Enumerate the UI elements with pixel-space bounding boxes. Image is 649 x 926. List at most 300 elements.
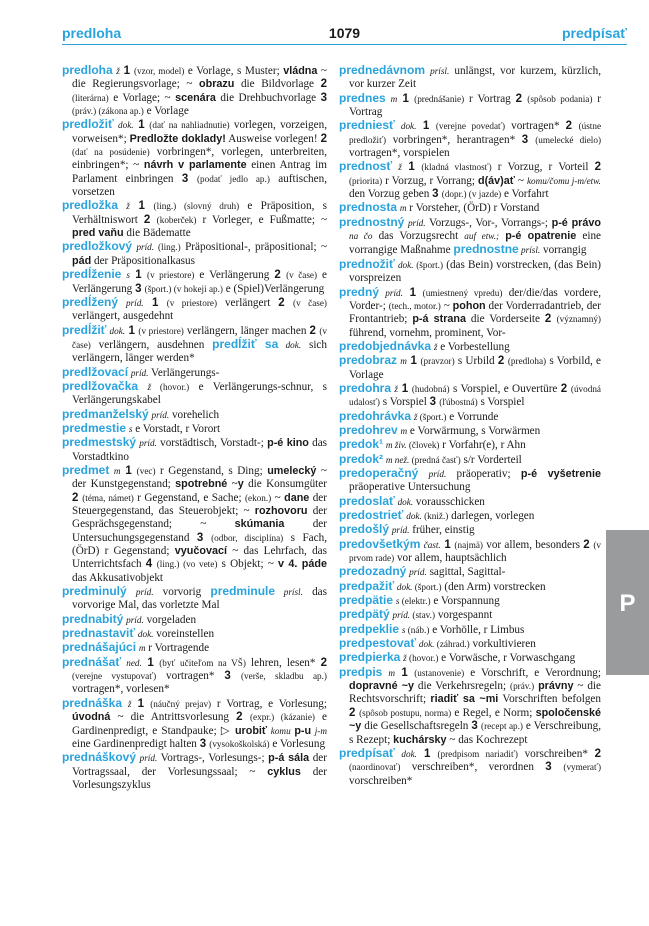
grammar-label: m bbox=[138, 643, 146, 654]
dictionary-entry bbox=[62, 654, 327, 697]
phrase: urobiť bbox=[234, 724, 268, 737]
entry-headword: predmanželský bbox=[62, 406, 149, 421]
sense-number: 2 bbox=[560, 382, 571, 395]
translation: das Vorstadtkino bbox=[72, 437, 328, 463]
usage-note: (ling.) bbox=[154, 242, 181, 253]
sense-number: 3 bbox=[320, 91, 328, 104]
dictionary-entry bbox=[339, 214, 602, 258]
grammar-label: ned. bbox=[126, 657, 142, 668]
dictionary-entry bbox=[339, 508, 601, 523]
thumb-index-tab bbox=[606, 530, 649, 675]
entry-headword: predpeklie bbox=[339, 621, 400, 636]
usage-note: (predpisom nariadiť) bbox=[437, 748, 518, 759]
sense-number: 1 bbox=[120, 464, 137, 477]
right-guide-word: predpísať bbox=[561, 25, 627, 41]
phrase: kuchársky bbox=[393, 733, 447, 746]
sense-number: 3 bbox=[135, 282, 145, 295]
grammar-label: príd. bbox=[125, 297, 144, 308]
dictionary-entry bbox=[62, 406, 327, 422]
sense-number: 1 bbox=[129, 269, 148, 282]
phrase: návrh v parlamente bbox=[143, 159, 247, 172]
entry-headword: predložka bbox=[62, 198, 119, 213]
usage-note: (práv.) (zákona ap.) bbox=[72, 106, 144, 117]
entry-headword: predohra bbox=[339, 380, 392, 395]
translation: e Vorlage, s Muster; bbox=[184, 65, 284, 77]
dictionary-entry bbox=[339, 493, 601, 509]
entry-headword: predohrev bbox=[339, 422, 398, 437]
entry-headword: prednastaviť bbox=[62, 626, 136, 641]
translation: r Vortrag bbox=[464, 92, 516, 105]
translation: eine vorrangige Maßnahme bbox=[349, 230, 602, 257]
sense-number: 2 bbox=[583, 538, 594, 551]
usage-note: (elektr.) bbox=[399, 596, 431, 607]
phrase: dopravné ~y bbox=[349, 680, 415, 693]
sense-number: 2 bbox=[320, 656, 327, 669]
grammar-label: auf etw.; bbox=[464, 231, 500, 242]
translation: vorausschicken bbox=[413, 495, 485, 508]
entry-headword: predlžovací bbox=[62, 364, 129, 379]
translation: ~ bbox=[271, 491, 285, 504]
usage-note: (tech., motor.) bbox=[388, 300, 441, 311]
usage-note: (kladná vlastnosť) bbox=[421, 162, 492, 173]
translation: vortragen* bbox=[505, 120, 566, 133]
dictionary-entry bbox=[339, 118, 602, 160]
phrase: právny bbox=[538, 680, 574, 693]
translation: eine Gardinenpredigt halten bbox=[72, 737, 200, 750]
usage-note: (náb.) bbox=[405, 624, 430, 635]
sense-number: 3 bbox=[429, 396, 440, 409]
grammar-label: m bbox=[390, 93, 398, 104]
usage-note: (ekon.) bbox=[244, 492, 272, 503]
phrase: pád bbox=[72, 254, 92, 267]
dictionary-entry bbox=[339, 380, 602, 410]
entry-headword: predĺženie bbox=[62, 267, 122, 282]
entry-headword: predložiť bbox=[62, 117, 114, 132]
right-column bbox=[339, 64, 601, 788]
usage-note: (hudobná) bbox=[411, 383, 450, 394]
grammar-label: príd. bbox=[409, 567, 427, 578]
dictionary-entry bbox=[339, 745, 601, 788]
grammar-label: s bbox=[126, 270, 130, 281]
usage-note: (ling.) (slovný druh) bbox=[153, 201, 240, 212]
usage-note: (šport.) bbox=[417, 411, 447, 422]
dictionary-entry bbox=[62, 294, 327, 324]
grammar-label: m bbox=[113, 465, 121, 476]
translation: die Konsumgüter bbox=[243, 478, 327, 491]
usage-note: (v čase) bbox=[293, 297, 327, 308]
phrase: p-é kino bbox=[267, 437, 309, 450]
entry-headword: predpätie bbox=[339, 593, 394, 608]
grammar-label: príd. bbox=[139, 753, 158, 764]
usage-note: (v čase) bbox=[286, 270, 318, 281]
sense-number: 2 bbox=[236, 711, 250, 724]
grammar-label: ž bbox=[413, 411, 418, 422]
phrase: p-é právo bbox=[551, 216, 601, 229]
dictionary-entry bbox=[62, 378, 328, 408]
translation: r Vorsteher, (ÖrD) r Vorstand bbox=[406, 202, 540, 215]
translation: voreinstellen bbox=[153, 628, 215, 641]
sense-number: 3 bbox=[199, 737, 210, 750]
sense-number: 1 bbox=[143, 296, 167, 309]
translation: e Vorwäsche, r Vorwaschgang bbox=[438, 652, 576, 665]
grammar-label: ž bbox=[394, 383, 398, 394]
translation: vorkultivieren bbox=[469, 638, 536, 651]
entry-headword: predloha bbox=[62, 63, 113, 77]
dictionary-entry bbox=[339, 408, 601, 424]
phrase: riadiť sa ~mi bbox=[430, 693, 499, 706]
entry-headword: predozadný bbox=[339, 564, 407, 579]
sense-number: 1 bbox=[397, 382, 412, 395]
translation: ~ die Antrittsvorlesung bbox=[110, 711, 237, 724]
grammar-label: ž bbox=[127, 698, 132, 709]
translation: die Verkehrsregeln; bbox=[414, 680, 511, 693]
usage-note: (šport.) bbox=[412, 581, 442, 592]
translation: ~ bbox=[514, 174, 527, 187]
dictionary-entry bbox=[62, 117, 328, 199]
entry-headword: predohrávka bbox=[339, 408, 412, 423]
sense-number: 2 bbox=[278, 296, 294, 309]
grammar-label: prísl. bbox=[518, 245, 541, 256]
translation: r Gegenstand, s Ding; bbox=[155, 464, 268, 477]
header-rule bbox=[62, 44, 627, 45]
translation: e Vorschrift, e Verordnung; bbox=[464, 666, 601, 679]
translation: r Vorzug, r Vorteil bbox=[491, 161, 595, 174]
usage-note: (dopr.) (v jazde) bbox=[441, 189, 502, 200]
dictionary-entry bbox=[62, 239, 327, 268]
entry-headword: prednedávnom bbox=[339, 63, 426, 77]
translation: e Vorlage bbox=[143, 105, 189, 118]
phrase: Predložte doklady! bbox=[129, 132, 226, 145]
grammar-label: príd. bbox=[151, 409, 170, 420]
subentry-headword: prednostne bbox=[453, 242, 519, 257]
thumb-index-letter: P bbox=[619, 590, 636, 617]
phrase: p-é vyšetrenie bbox=[520, 467, 601, 480]
translation: e Regel, e Norm; bbox=[451, 706, 536, 719]
sense-number: 1 bbox=[125, 324, 139, 337]
translation: e Vorstadt, r Vorort bbox=[132, 422, 221, 435]
entry-headword: prednabitý bbox=[62, 611, 124, 626]
entry-headword: prednášať bbox=[62, 654, 122, 669]
usage-note: (najmä) bbox=[454, 539, 483, 550]
dictionary-entry bbox=[339, 256, 601, 286]
phrase: obrazu bbox=[199, 78, 235, 91]
usage-note: (verejne povedať) bbox=[435, 121, 506, 132]
translation: Ausweise vorlegen! bbox=[225, 132, 321, 145]
usage-note: (záhrad.) bbox=[434, 639, 470, 650]
usage-note: (šport.) bbox=[413, 259, 444, 270]
entry-headword: predpísať bbox=[339, 745, 395, 760]
translation: verlängern, länger machen bbox=[183, 324, 310, 337]
translation: präoperativ; bbox=[446, 467, 521, 480]
usage-note: (stav.) bbox=[410, 610, 436, 621]
entry-headword: predniesť bbox=[339, 118, 395, 133]
phrase: pohon bbox=[452, 299, 486, 312]
grammar-label: ž bbox=[126, 201, 130, 212]
translation: (den Arm) vorstrecken bbox=[441, 580, 546, 593]
grammar-label: dok. bbox=[418, 639, 435, 650]
sense-number: 1 bbox=[416, 120, 436, 133]
usage-note: (práv.) bbox=[510, 681, 535, 692]
grammar-label: dok. bbox=[397, 496, 414, 507]
translation: e Verlängerungs-schnur, s Verlängerungskabel bbox=[72, 380, 328, 407]
entry-headword: prednostný bbox=[339, 214, 405, 229]
page-header bbox=[62, 25, 627, 45]
grammar-label: čast. bbox=[423, 539, 441, 550]
phrase: vyučovací bbox=[174, 545, 227, 558]
sense-number: 1 bbox=[119, 65, 134, 77]
dictionary-entry bbox=[62, 695, 328, 751]
translation: vortragen* bbox=[156, 670, 225, 683]
dictionary-entry bbox=[339, 63, 602, 92]
translation: vorgespannt bbox=[435, 609, 493, 622]
translation: (das Bein) vorstrecken, (das Bein) vorspreizen bbox=[349, 258, 601, 285]
translation: s Vorspiel bbox=[379, 396, 430, 409]
grammar-label: dok. bbox=[397, 259, 414, 270]
translation: der Untersuchungsgegenstand bbox=[72, 518, 327, 544]
phrase: p-á sála bbox=[268, 752, 310, 765]
translation: den Vorzug geben bbox=[349, 188, 433, 201]
sense-number: 2 bbox=[72, 491, 83, 504]
phrase: umelecký bbox=[267, 464, 317, 477]
usage-note: (predloha) bbox=[507, 356, 547, 367]
grammar-label: m živ. bbox=[385, 440, 407, 451]
phrase: p-é opatrenie bbox=[505, 230, 577, 243]
dictionary-entry bbox=[339, 578, 601, 594]
entry-headword: prednášajúci bbox=[62, 640, 137, 655]
usage-note: (ľúbostná) bbox=[439, 397, 478, 408]
translation: der Vortragssaal, der Vorlesungssaal; ~ bbox=[72, 752, 327, 778]
translation: e Vorrunde bbox=[446, 410, 499, 423]
translation: verlängern, ausdehnen bbox=[90, 338, 213, 351]
translation: sagittal, Sagittal- bbox=[426, 566, 506, 579]
entry-headword: predpis bbox=[339, 664, 383, 679]
translation: vorlegen, vorzeigen, vorweisen*; bbox=[72, 119, 327, 145]
translation: lehren, lesen* bbox=[245, 656, 321, 669]
phrase: v 4. páde bbox=[278, 558, 328, 571]
usage-note: (náučný prejav) bbox=[150, 698, 212, 709]
usage-note: (verejne vystupovať) bbox=[72, 671, 157, 682]
translation: s Vorspiel, e Ouvertüre bbox=[449, 382, 561, 395]
sense-number: 1 bbox=[394, 666, 415, 679]
sense-number: 3 bbox=[181, 172, 197, 185]
sense-number: 3 bbox=[224, 670, 241, 683]
grammar-label: dok. bbox=[406, 511, 422, 521]
translation: s Urbild bbox=[454, 355, 498, 368]
dictionary-entry bbox=[62, 462, 328, 585]
translation: verlängert bbox=[217, 296, 279, 309]
usage-note: (priorita) bbox=[349, 175, 383, 186]
translation: r Vortrag, e Vorlesung; bbox=[211, 697, 327, 710]
translation: s Objekt; ~ bbox=[217, 558, 279, 571]
dictionary-entry bbox=[62, 750, 327, 792]
grammar-label: ž bbox=[403, 653, 407, 664]
page-number: 1079 bbox=[328, 25, 361, 41]
phrase: cyklus bbox=[267, 765, 301, 778]
sense-number: 1 bbox=[440, 538, 455, 551]
sense-number: 2 bbox=[320, 78, 327, 91]
usage-note: (dať na nahliadnutie) bbox=[149, 120, 230, 131]
grammar-label: ž bbox=[433, 341, 438, 352]
usage-note: (koberček) bbox=[156, 214, 197, 225]
entry-headword: predlžovačka bbox=[62, 378, 139, 393]
grammar-label: komu bbox=[267, 725, 295, 736]
translation: ~ der Kunstgegenstand; bbox=[72, 464, 327, 491]
translation: präoperative Untersuchung bbox=[349, 481, 471, 494]
usage-note: (v priestore) bbox=[166, 297, 218, 308]
translation: r Vortrag bbox=[349, 92, 602, 119]
dictionary-entry bbox=[339, 593, 601, 608]
translation: e (Spiel)Verlängerung bbox=[222, 282, 325, 295]
phrase: dane bbox=[284, 491, 310, 504]
translation: die Drehbuchvorlage bbox=[215, 91, 321, 104]
dictionary-entry bbox=[339, 437, 601, 452]
translation: e Vorlage; ~ bbox=[108, 91, 176, 104]
dictionary-entry bbox=[339, 536, 601, 566]
phrase: rozhovoru bbox=[254, 505, 308, 517]
phrase: y bbox=[237, 478, 244, 491]
usage-note: (v čase) bbox=[72, 325, 328, 350]
translation: Vortrags-, Vorlesungs-; bbox=[157, 752, 269, 765]
sense-number: 1 bbox=[397, 92, 415, 105]
translation: einen Antrag im Parlament einbringen bbox=[72, 159, 327, 185]
translation: s Fach, (ÖrD) r Gegenstand; bbox=[72, 531, 327, 558]
usage-note: (významný) bbox=[556, 314, 601, 325]
usage-note: (kniž.) bbox=[421, 511, 449, 521]
dictionary-entry bbox=[62, 611, 327, 627]
usage-note: (verše, skladbu ap.) bbox=[240, 671, 327, 682]
translation: Vorschriften befolgen bbox=[498, 693, 601, 706]
entry-headword: predĺžený bbox=[62, 294, 119, 309]
phrase: p-u bbox=[294, 724, 312, 737]
translation: ~ bbox=[227, 478, 238, 491]
left-guide-word: predloha bbox=[62, 25, 122, 41]
dictionary-entry bbox=[339, 650, 601, 665]
translation: vorstädtisch, Vorstadt-; bbox=[156, 437, 268, 450]
entry-headword: predmet bbox=[62, 462, 110, 477]
dictionary-entry bbox=[62, 435, 328, 464]
sense-number: 1 bbox=[141, 656, 160, 669]
entry-headword: predostrieť bbox=[339, 508, 404, 522]
translation: e Vorwärmung, s Vorwärmen bbox=[407, 424, 541, 437]
grammar-label: dok. bbox=[109, 325, 126, 336]
dictionary-entry bbox=[339, 90, 602, 120]
translation: der Präpositionalkasus bbox=[91, 254, 195, 267]
dictionary-entry bbox=[339, 522, 601, 537]
usage-note: (podať jedlo ap.) bbox=[196, 173, 270, 184]
sense-number: 2 bbox=[515, 92, 528, 105]
translation: r Vortragende bbox=[145, 642, 210, 655]
grammar-label: s bbox=[128, 423, 133, 434]
entry-headword: predovšetkým bbox=[339, 536, 421, 551]
dictionary-entry bbox=[62, 420, 327, 436]
translation: vorschreiben* bbox=[349, 774, 413, 787]
translation: vorbringen*, vorlegen, unterbreiten, einbringen*; ~ bbox=[72, 146, 328, 172]
translation: vorrangig bbox=[540, 244, 587, 257]
grammar-label: prísl. bbox=[275, 587, 303, 598]
grammar-label: dok. bbox=[118, 120, 134, 131]
translation: vor allem, hauptsächlich bbox=[394, 552, 507, 565]
entry-headword: predok² bbox=[339, 451, 384, 466]
translation: ~ bbox=[440, 299, 453, 312]
translation: verschreiben*, verordnen bbox=[400, 761, 546, 774]
grammar-label: komu/čomu j-m/etw. bbox=[526, 175, 601, 186]
dictionary-entry bbox=[62, 322, 328, 366]
usage-note: (byť učiteľom na VŠ) bbox=[159, 657, 246, 668]
dictionary-entry bbox=[339, 284, 602, 340]
translation: Präpositional-, präpositional; ~ bbox=[180, 241, 327, 254]
sense-number: 1 bbox=[406, 355, 421, 368]
translation: s/r Vorderteil bbox=[460, 453, 522, 466]
translation: e Verlängerung bbox=[194, 269, 275, 282]
dictionary-entry bbox=[62, 640, 327, 655]
dictionary-entry bbox=[339, 465, 601, 495]
grammar-label: ž bbox=[398, 162, 402, 173]
dictionary-entry bbox=[62, 267, 328, 296]
entry-headword: predmestský bbox=[62, 435, 137, 450]
translation: vorbringen*, herantragen* bbox=[386, 133, 522, 146]
sense-number: 2 bbox=[544, 313, 557, 326]
dictionary-entry bbox=[339, 200, 601, 215]
translation: r Vorfahr(e), r Ahn bbox=[439, 439, 526, 452]
phrase: p-á strana bbox=[412, 313, 467, 326]
translation: Vorzugs-, Vor-, Vorrangs-; bbox=[425, 216, 552, 229]
usage-note: (umelecké dielo) bbox=[535, 134, 601, 145]
translation: früher, einstig bbox=[409, 524, 475, 537]
sense-number: 2 bbox=[594, 161, 601, 174]
dictionary-entry bbox=[339, 422, 601, 438]
phrase: úvodná bbox=[72, 711, 111, 724]
phrase: d(áv)ať bbox=[477, 174, 515, 187]
translation: die Vorderseite bbox=[466, 313, 545, 326]
entry-headword: prednožiť bbox=[339, 256, 395, 271]
sense-number: 2 bbox=[497, 355, 508, 368]
grammar-label: príd. bbox=[126, 614, 144, 625]
translation: ~ die Rechtsvorschrift; bbox=[349, 680, 602, 706]
translation: die Bädematte bbox=[123, 227, 191, 240]
entry-headword: predminulý bbox=[62, 584, 127, 599]
entry-headword: predĺžiť bbox=[62, 322, 107, 337]
usage-note: (expr.) (kázanie) bbox=[249, 712, 315, 723]
entry-headword: predpažiť bbox=[339, 578, 395, 593]
usage-note: (literárna) bbox=[72, 92, 109, 103]
translation: s Vorbild, e Vorlage bbox=[349, 355, 602, 381]
grammar-label: ž bbox=[147, 381, 152, 392]
sense-number: 2 bbox=[594, 747, 601, 760]
dictionary-entry bbox=[62, 63, 328, 118]
translation: e Vorbestellung bbox=[437, 340, 510, 353]
entry-headword: prednosta bbox=[339, 200, 398, 215]
grammar-label: na čo bbox=[349, 231, 373, 242]
sense-number: 2 bbox=[565, 120, 579, 133]
entry-headword: predmestie bbox=[62, 420, 127, 435]
sense-number: 1 bbox=[401, 161, 422, 174]
sense-number: 1 bbox=[133, 119, 150, 132]
grammar-label: príd. bbox=[392, 610, 411, 621]
translation: verlängert, ausgedehnt bbox=[72, 310, 174, 323]
usage-note: (vysokoškolská) bbox=[209, 738, 270, 749]
dictionary-entry bbox=[62, 364, 327, 380]
sense-number: 2 bbox=[309, 324, 320, 337]
grammar-label: j-m bbox=[311, 725, 328, 736]
phrase: vládna bbox=[283, 65, 318, 77]
grammar-label: m bbox=[400, 356, 407, 367]
usage-note: (vec) bbox=[136, 465, 156, 476]
translation: e Präposition, s Verhältniswort bbox=[72, 200, 327, 226]
translation: ~ das Lehrfach, das Unterrichtsfach bbox=[72, 545, 327, 571]
translation: r Gegenstand, e Sache; bbox=[133, 491, 245, 504]
translation: r Vorleger, e Fußmatte; ~ bbox=[196, 213, 328, 226]
sense-number: 1 bbox=[402, 286, 423, 299]
